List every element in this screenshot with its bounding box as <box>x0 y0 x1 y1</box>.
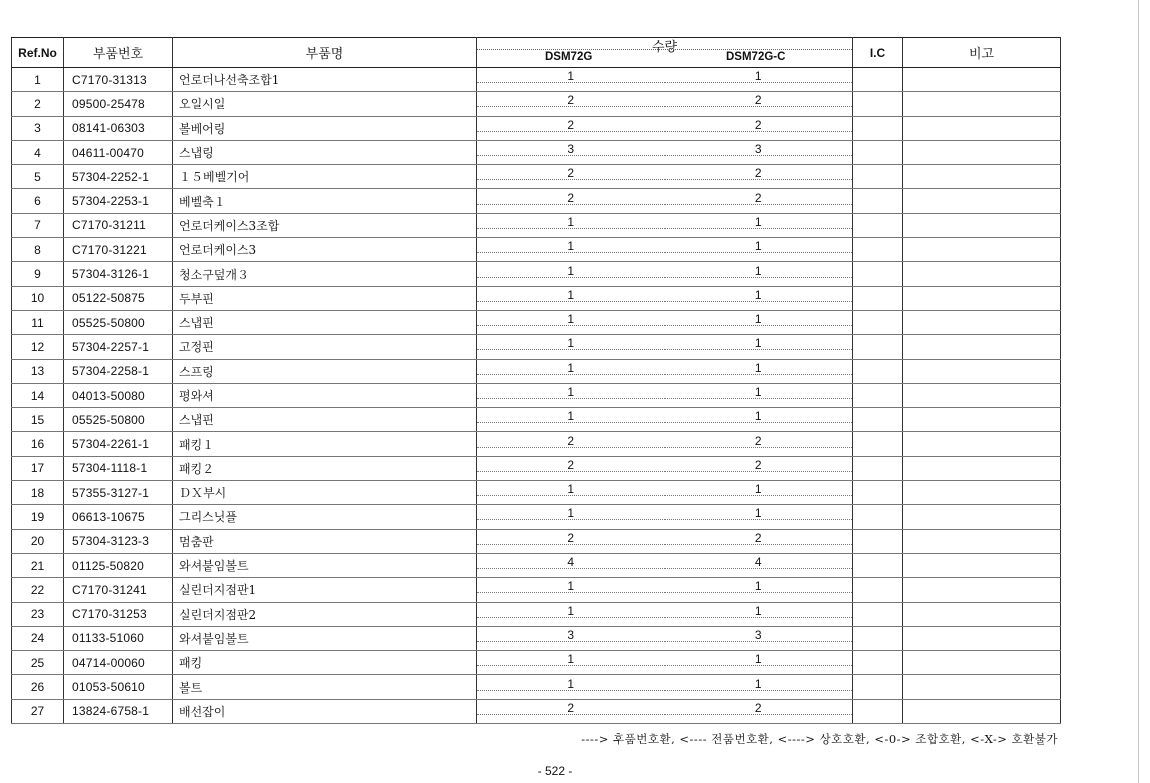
remarks-cell <box>903 359 1061 383</box>
table-row <box>12 165 1061 189</box>
remarks-cell <box>903 481 1061 505</box>
ic-cell <box>853 456 903 480</box>
qty-model-a-cell <box>477 262 665 286</box>
qty-model-a-cell <box>477 456 665 480</box>
qty-model-b-cell-value: 1 <box>665 483 853 496</box>
part-name-cell: 볼트 <box>173 675 477 699</box>
qty-model-b-cell-value: 1 <box>665 70 853 83</box>
ref-no-cell: 8 <box>12 238 64 262</box>
qty-model-a-cell-value: 1 <box>477 410 665 423</box>
qty-model-a-cell-value: 1 <box>477 653 665 666</box>
part-name-cell: 실린더지점판2 <box>173 602 477 626</box>
part-number-cell: 57304-2253-1 <box>64 189 173 213</box>
table-row <box>12 213 1061 237</box>
qty-model-a-cell-value: 1 <box>477 362 665 375</box>
qty-model-a-cell <box>477 553 665 577</box>
part-name-cell: 청소구덮개３ <box>173 262 477 286</box>
qty-model-a-cell-value: 1 <box>477 678 665 691</box>
qty-model-b-cell <box>665 602 853 626</box>
qty-model-a-cell <box>477 140 665 164</box>
ref-no-cell: 5 <box>12 165 64 189</box>
qty-model-b-cell <box>665 238 853 262</box>
qty-model-b-cell-value: 2 <box>665 119 853 132</box>
scan-edge-line <box>1138 0 1139 783</box>
remarks-cell <box>903 335 1061 359</box>
qty-model-b-cell <box>665 408 853 432</box>
qty-model-a-cell <box>477 505 665 529</box>
part-number-cell: 06613-10675 <box>64 505 173 529</box>
qty-model-b-cell <box>665 310 853 334</box>
model-b-header: DSM72G-C <box>726 51 786 63</box>
table-row <box>12 456 1061 480</box>
qty-model-a-cell <box>477 408 665 432</box>
remarks-cell <box>903 286 1061 310</box>
ref-no-cell: 23 <box>12 602 64 626</box>
qty-model-b-cell-value: 1 <box>665 386 853 399</box>
remarks-cell <box>903 602 1061 626</box>
qty-model-a-cell-value: 2 <box>477 167 665 180</box>
ic-cell <box>853 359 903 383</box>
part-name-cell: 언로더케이스3조합 <box>173 213 477 237</box>
part-name-cell: 두부핀 <box>173 286 477 310</box>
part-number-header: 부품번호 <box>64 38 173 68</box>
part-name-cell: 멈춤판 <box>173 529 477 553</box>
part-number-cell: 13824-6758-1 <box>64 699 173 723</box>
qty-model-a-cell-value: 2 <box>477 532 665 545</box>
part-name-cell: 와셔붙임볼트 <box>173 553 477 577</box>
qty-model-b-cell-value: 2 <box>665 167 853 180</box>
qty-model-a-cell <box>477 213 665 237</box>
qty-model-a-cell <box>477 602 665 626</box>
qty-model-b-cell-value: 1 <box>665 337 853 350</box>
part-name-cell: 스냅링 <box>173 140 477 164</box>
part-number-cell: 01125-50820 <box>64 553 173 577</box>
qty-model-b-cell <box>665 651 853 675</box>
table-row <box>12 116 1061 140</box>
ic-cell <box>853 602 903 626</box>
table-header-row <box>12 38 1061 68</box>
qty-model-a-cell <box>477 432 665 456</box>
qty-model-b-cell <box>665 286 853 310</box>
qty-model-b-cell-value: 1 <box>665 678 853 691</box>
ic-cell <box>853 651 903 675</box>
qty-model-a-cell-value: 3 <box>477 143 665 156</box>
qty-model-b-cell <box>665 675 853 699</box>
remarks-cell <box>903 92 1061 116</box>
qty-model-a-cell <box>477 92 665 116</box>
qty-model-a-cell-value: 1 <box>477 240 665 253</box>
qty-model-b-cell <box>665 626 853 650</box>
remarks-cell <box>903 189 1061 213</box>
table-row <box>12 238 1061 262</box>
qty-model-a-cell-value: 2 <box>477 94 665 107</box>
remarks-cell <box>903 578 1061 602</box>
part-number-cell: 57304-2252-1 <box>64 165 173 189</box>
ic-cell <box>853 675 903 699</box>
qty-model-a-cell <box>477 189 665 213</box>
qty-model-b-cell <box>665 116 853 140</box>
qty-model-a-cell-value: 2 <box>477 435 665 448</box>
table-row <box>12 626 1061 650</box>
part-number-cell: 57304-2261-1 <box>64 432 173 456</box>
remarks-cell <box>903 383 1061 407</box>
remarks-cell <box>903 310 1061 334</box>
ic-cell <box>853 68 903 92</box>
ic-cell <box>853 140 903 164</box>
ref-no-cell: 1 <box>12 68 64 92</box>
qty-model-b-cell <box>665 553 853 577</box>
qty-model-a-cell-value: 2 <box>477 702 665 715</box>
qty-model-a-cell-value: 1 <box>477 507 665 520</box>
ref-no-cell: 6 <box>12 189 64 213</box>
ref-no-cell: 7 <box>12 213 64 237</box>
table-row <box>12 310 1061 334</box>
part-number-cell: 08141-06303 <box>64 116 173 140</box>
remarks-cell <box>903 432 1061 456</box>
part-name-cell: 평와셔 <box>173 383 477 407</box>
compatibility-legend: ----> 후품번호환, <---- 전품번호환, <----> 상호호환, <-0-> 조합호환, <-X-> 호환불가 <box>581 732 1058 746</box>
parts-table-body <box>12 68 1061 724</box>
qty-model-a-cell-value: 1 <box>477 580 665 593</box>
ic-cell <box>853 238 903 262</box>
part-name-cell: 스냅핀 <box>173 310 477 334</box>
part-name-cell: 고정핀 <box>173 335 477 359</box>
qty-model-a-cell-value: 1 <box>477 289 665 302</box>
qty-model-a-cell-value: 1 <box>477 70 665 83</box>
part-number-cell: 04714-00060 <box>64 651 173 675</box>
part-number-cell: 05525-50800 <box>64 310 173 334</box>
part-number-cell: 01133-51060 <box>64 626 173 650</box>
parts-table <box>11 37 1061 724</box>
ref-no-cell: 27 <box>12 699 64 723</box>
table-row <box>12 408 1061 432</box>
part-number-cell: 04013-50080 <box>64 383 173 407</box>
remarks-cell <box>903 505 1061 529</box>
page-number: - 522 - <box>537 764 573 778</box>
qty-model-a-cell <box>477 68 665 92</box>
part-number-cell: 57355-3127-1 <box>64 481 173 505</box>
remarks-cell <box>903 408 1061 432</box>
qty-model-a-cell-value: 1 <box>477 386 665 399</box>
table-row <box>12 432 1061 456</box>
part-number-cell: 05122-50875 <box>64 286 173 310</box>
part-name-cell: 스냅핀 <box>173 408 477 432</box>
table-row <box>12 359 1061 383</box>
table-row <box>12 553 1061 577</box>
qty-model-a-cell-value: 1 <box>477 605 665 618</box>
remarks-cell <box>903 262 1061 286</box>
qty-model-a-cell <box>477 626 665 650</box>
remarks-cell <box>903 165 1061 189</box>
qty-model-a-cell-value: 1 <box>477 483 665 496</box>
part-name-cell: 언로더나선축조합1 <box>173 68 477 92</box>
qty-model-a-cell <box>477 383 665 407</box>
ref-no-cell: 9 <box>12 262 64 286</box>
ic-cell <box>853 408 903 432</box>
qty-model-b-cell-value: 1 <box>665 313 853 326</box>
ic-cell <box>853 529 903 553</box>
qty-model-b-cell <box>665 505 853 529</box>
qty-model-b-cell <box>665 359 853 383</box>
remarks-cell <box>903 213 1061 237</box>
qty-model-b-cell-value: 1 <box>665 507 853 520</box>
remarks-header: 비고 <box>903 38 1061 68</box>
part-name-cell: 언로더케이스3 <box>173 238 477 262</box>
part-name-cell: ＤＸ부시 <box>173 481 477 505</box>
ref-no-cell: 4 <box>12 140 64 164</box>
ic-header: I.C <box>853 38 903 68</box>
ref-no-cell: 12 <box>12 335 64 359</box>
qty-model-b-cell-value: 2 <box>665 459 853 472</box>
ref-no-cell: 13 <box>12 359 64 383</box>
qty-model-a-cell-value: 1 <box>477 337 665 350</box>
qty-model-b-cell-value: 1 <box>665 653 853 666</box>
ic-cell <box>853 189 903 213</box>
qty-model-b-cell-value: 2 <box>665 94 853 107</box>
qty-model-b-cell-value: 1 <box>665 265 853 278</box>
remarks-cell <box>903 116 1061 140</box>
table-row <box>12 481 1061 505</box>
ic-cell <box>853 553 903 577</box>
ref-no-cell: 20 <box>12 529 64 553</box>
remarks-cell <box>903 140 1061 164</box>
part-number-cell: 57304-3126-1 <box>64 262 173 286</box>
qty-model-a-cell-value: 4 <box>477 556 665 569</box>
ic-cell <box>853 626 903 650</box>
table-row <box>12 189 1061 213</box>
ref-no-cell: 10 <box>12 286 64 310</box>
qty-model-b-cell <box>665 529 853 553</box>
table-row <box>12 286 1061 310</box>
qty-model-b-cell <box>665 456 853 480</box>
remarks-cell <box>903 675 1061 699</box>
ref-no-cell: 16 <box>12 432 64 456</box>
ref-no-cell: 15 <box>12 408 64 432</box>
qty-model-b-cell-value: 2 <box>665 532 853 545</box>
table-row <box>12 651 1061 675</box>
part-number-cell: 57304-3123-3 <box>64 529 173 553</box>
part-name-cell: 패킹１ <box>173 432 477 456</box>
part-name-cell: 볼베어링 <box>173 116 477 140</box>
quantity-header <box>477 38 853 68</box>
qty-model-b-cell-value: 1 <box>665 362 853 375</box>
table-row <box>12 578 1061 602</box>
part-name-cell: 와셔붙임볼트 <box>173 626 477 650</box>
qty-model-b-cell-value: 1 <box>665 216 853 229</box>
qty-model-a-cell-value: 2 <box>477 119 665 132</box>
remarks-cell <box>903 699 1061 723</box>
qty-model-b-cell-value: 4 <box>665 556 853 569</box>
qty-model-a-cell <box>477 165 665 189</box>
ref-no-header: Ref.No <box>12 38 64 68</box>
model-a-header: DSM72G <box>545 51 593 63</box>
qty-model-a-cell-value: 2 <box>477 192 665 205</box>
ic-cell <box>853 481 903 505</box>
qty-model-b-cell <box>665 68 853 92</box>
quantity-divider <box>477 49 852 50</box>
ref-no-cell: 24 <box>12 626 64 650</box>
table-row <box>12 383 1061 407</box>
ic-cell <box>853 213 903 237</box>
table-row <box>12 602 1061 626</box>
ic-cell <box>853 165 903 189</box>
ref-no-cell: 25 <box>12 651 64 675</box>
ref-no-cell: 14 <box>12 383 64 407</box>
table-row <box>12 529 1061 553</box>
qty-model-b-cell-value: 3 <box>665 143 853 156</box>
part-name-cell: 베벨축１ <box>173 189 477 213</box>
part-name-cell: 패킹２ <box>173 456 477 480</box>
qty-model-b-cell-value: 2 <box>665 702 853 715</box>
ref-no-cell: 19 <box>12 505 64 529</box>
qty-model-a-cell <box>477 578 665 602</box>
ic-cell <box>853 432 903 456</box>
table-row <box>12 262 1061 286</box>
ref-no-cell: 18 <box>12 481 64 505</box>
qty-model-a-cell <box>477 359 665 383</box>
qty-model-b-cell-value: 1 <box>665 240 853 253</box>
qty-model-a-cell <box>477 481 665 505</box>
qty-model-a-cell <box>477 699 665 723</box>
ref-no-cell: 17 <box>12 456 64 480</box>
table-row <box>12 68 1061 92</box>
qty-model-a-cell <box>477 286 665 310</box>
qty-model-b-cell-value: 3 <box>665 629 853 642</box>
remarks-cell <box>903 553 1061 577</box>
qty-model-a-cell <box>477 529 665 553</box>
qty-model-b-cell <box>665 165 853 189</box>
qty-model-b-cell <box>665 335 853 359</box>
ref-no-cell: 3 <box>12 116 64 140</box>
part-name-cell: 패킹 <box>173 651 477 675</box>
qty-model-b-cell-value: 1 <box>665 605 853 618</box>
qty-model-a-cell <box>477 310 665 334</box>
qty-model-a-cell <box>477 335 665 359</box>
qty-model-b-cell-value: 1 <box>665 580 853 593</box>
part-number-cell: C7170-31221 <box>64 238 173 262</box>
part-name-header: 부품명 <box>173 38 477 68</box>
ref-no-cell: 2 <box>12 92 64 116</box>
remarks-cell <box>903 68 1061 92</box>
ic-cell <box>853 310 903 334</box>
quantity-title: 수량 <box>651 40 678 55</box>
part-number-cell: 05525-50800 <box>64 408 173 432</box>
qty-model-b-cell <box>665 699 853 723</box>
qty-model-b-cell-value: 2 <box>665 192 853 205</box>
ic-cell <box>853 92 903 116</box>
table-row <box>12 140 1061 164</box>
ic-cell <box>853 335 903 359</box>
qty-model-b-cell <box>665 213 853 237</box>
part-number-cell: 57304-2258-1 <box>64 359 173 383</box>
table-row <box>12 699 1061 723</box>
table-row <box>12 505 1061 529</box>
part-number-cell: C7170-31253 <box>64 602 173 626</box>
qty-model-a-cell <box>477 238 665 262</box>
qty-model-b-cell <box>665 140 853 164</box>
ic-cell <box>853 505 903 529</box>
remarks-cell <box>903 626 1061 650</box>
table-row <box>12 92 1061 116</box>
qty-model-b-cell-value: 1 <box>665 289 853 302</box>
qty-model-b-cell <box>665 92 853 116</box>
table-row <box>12 335 1061 359</box>
part-number-cell: C7170-31211 <box>64 213 173 237</box>
part-number-cell: C7170-31241 <box>64 578 173 602</box>
part-number-cell: C7170-31313 <box>64 68 173 92</box>
qty-model-b-cell <box>665 383 853 407</box>
part-number-cell: 57304-2257-1 <box>64 335 173 359</box>
remarks-cell <box>903 238 1061 262</box>
qty-model-a-cell-value: 1 <box>477 216 665 229</box>
ic-cell <box>853 578 903 602</box>
part-number-cell: 04611-00470 <box>64 140 173 164</box>
part-name-cell: 그리스닛플 <box>173 505 477 529</box>
qty-model-a-cell-value: 3 <box>477 629 665 642</box>
qty-model-a-cell <box>477 675 665 699</box>
ref-no-cell: 11 <box>12 310 64 334</box>
qty-model-a-cell-value: 2 <box>477 459 665 472</box>
qty-model-b-cell <box>665 189 853 213</box>
part-name-cell: 배선잡이 <box>173 699 477 723</box>
qty-model-a-cell-value: 1 <box>477 313 665 326</box>
remarks-cell <box>903 529 1061 553</box>
qty-model-a-cell <box>477 651 665 675</box>
qty-model-a-cell-value: 1 <box>477 265 665 278</box>
table-row <box>12 675 1061 699</box>
part-name-cell: 오일시일 <box>173 92 477 116</box>
qty-model-a-cell <box>477 116 665 140</box>
part-number-cell: 01053-50610 <box>64 675 173 699</box>
part-name-cell: 실린더지점판1 <box>173 578 477 602</box>
qty-model-b-cell <box>665 262 853 286</box>
part-name-cell: １５베벨기어 <box>173 165 477 189</box>
part-name-cell: 스프링 <box>173 359 477 383</box>
part-number-cell: 09500-25478 <box>64 92 173 116</box>
qty-model-b-cell <box>665 432 853 456</box>
part-number-cell: 57304-1118-1 <box>64 456 173 480</box>
qty-model-b-cell-value: 1 <box>665 410 853 423</box>
ic-cell <box>853 383 903 407</box>
ref-no-cell: 21 <box>12 553 64 577</box>
ic-cell <box>853 699 903 723</box>
ref-no-cell: 26 <box>12 675 64 699</box>
qty-model-b-cell <box>665 481 853 505</box>
qty-model-b-cell <box>665 578 853 602</box>
ic-cell <box>853 116 903 140</box>
ic-cell <box>853 262 903 286</box>
ref-no-cell: 22 <box>12 578 64 602</box>
remarks-cell <box>903 456 1061 480</box>
remarks-cell <box>903 651 1061 675</box>
qty-model-b-cell-value: 2 <box>665 435 853 448</box>
ic-cell <box>853 286 903 310</box>
